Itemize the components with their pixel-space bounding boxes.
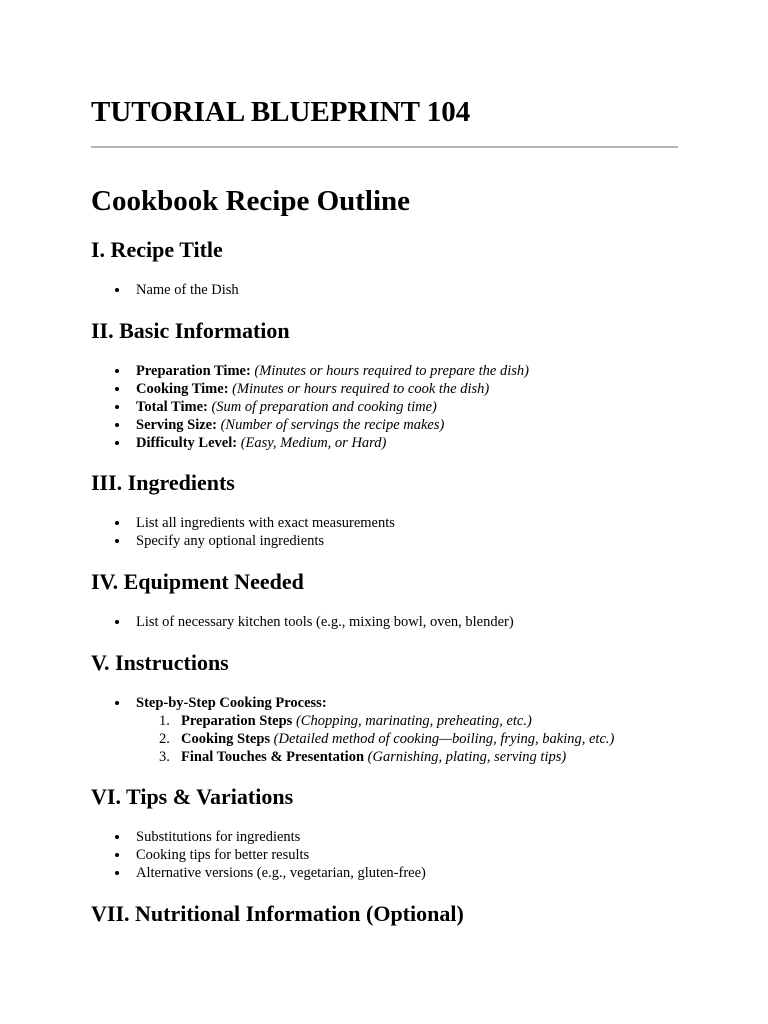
list-item-text: Cooking tips for better results [136,847,310,863]
section-equipment-needed [91,567,681,630]
section-ingredients [91,468,681,549]
item-label: Cooking Time: [136,381,229,397]
step-description: (Chopping, marinating, preheating, etc.) [295,713,532,729]
bullet-list [91,613,514,631]
section-heading: III. Ingredients [91,470,235,495]
section-heading: II. Basic Information [91,318,290,343]
section-heading: VI. Tips & Variations [91,784,294,809]
section-heading: I. Recipe Title [91,237,223,262]
section-heading: VII. Nutritional Information (Optional) [91,901,464,926]
numbered-list [136,712,614,766]
document-title: TUTORIAL BLUEPRINT 104 [91,96,471,128]
bullet-list [91,514,395,550]
section-nutritional-information [91,899,681,929]
section-basic-information [91,316,681,451]
step-description: (Detailed method of cooking—boiling, frying, baking, etc.) [273,731,615,747]
section-instructions [91,648,681,765]
list-item [91,514,395,532]
list-item-text: Name of the Dish [136,282,239,298]
bullet-list [91,828,426,882]
bullet-list [91,281,239,299]
list-item [91,434,529,452]
step-label: Preparation Steps [181,713,293,729]
step-label: Final Touches & Presentation [181,749,365,765]
list-item [91,398,529,416]
list-item-text: Specify any optional ingredients [136,533,325,549]
list-item [91,613,514,631]
step-number: 2. [159,731,170,747]
item-label: Serving Size: [136,417,217,433]
item-description: (Easy, Medium, or Hard) [240,435,387,451]
list-item-text: List of necessary kitchen tools (e.g., mixing bowl, oven, blender) [136,614,514,630]
step-number: 3. [159,749,170,765]
section-heading: V. Instructions [91,650,229,675]
list-item [91,362,529,380]
step-description: (Garnishing, plating, serving tips) [367,749,567,765]
bullet-list [91,362,529,452]
list-item [91,864,426,882]
outline-title: Cookbook Recipe Outline [91,185,411,217]
list-item-text: Alternative versions (e.g., vegetarian, gluten-free) [136,865,426,881]
numbered-item [136,712,614,730]
process-label: Step-by-Step Cooking Process: [136,695,327,711]
numbered-item [136,748,614,766]
list-item-text: Substitutions for ingredients [136,829,301,845]
item-label: Preparation Time: [136,363,251,379]
section-tips-variations [91,782,681,881]
list-item [91,694,614,766]
horizontal-rule [91,146,678,148]
list-item-text: List all ingredients with exact measurements [136,515,395,531]
list-item [91,846,426,864]
section-recipe-title [91,235,681,298]
step-label: Cooking Steps [181,731,271,747]
item-description: (Minutes or hours required to prepare the dish) [254,363,529,379]
list-item [91,532,395,550]
numbered-item [136,730,614,748]
list-item [91,828,426,846]
list-item [91,380,529,398]
section-heading: IV. Equipment Needed [91,569,304,594]
item-description: (Minutes or hours required to cook the dish) [232,381,490,397]
bullet-list [91,694,614,766]
list-item [91,281,239,299]
step-number: 1. [159,713,170,729]
item-description: (Sum of preparation and cooking time) [211,399,437,415]
item-label: Difficulty Level: [136,435,238,451]
item-label: Total Time: [136,399,208,415]
item-description: (Number of servings the recipe makes) [220,417,445,433]
list-item [91,416,529,434]
